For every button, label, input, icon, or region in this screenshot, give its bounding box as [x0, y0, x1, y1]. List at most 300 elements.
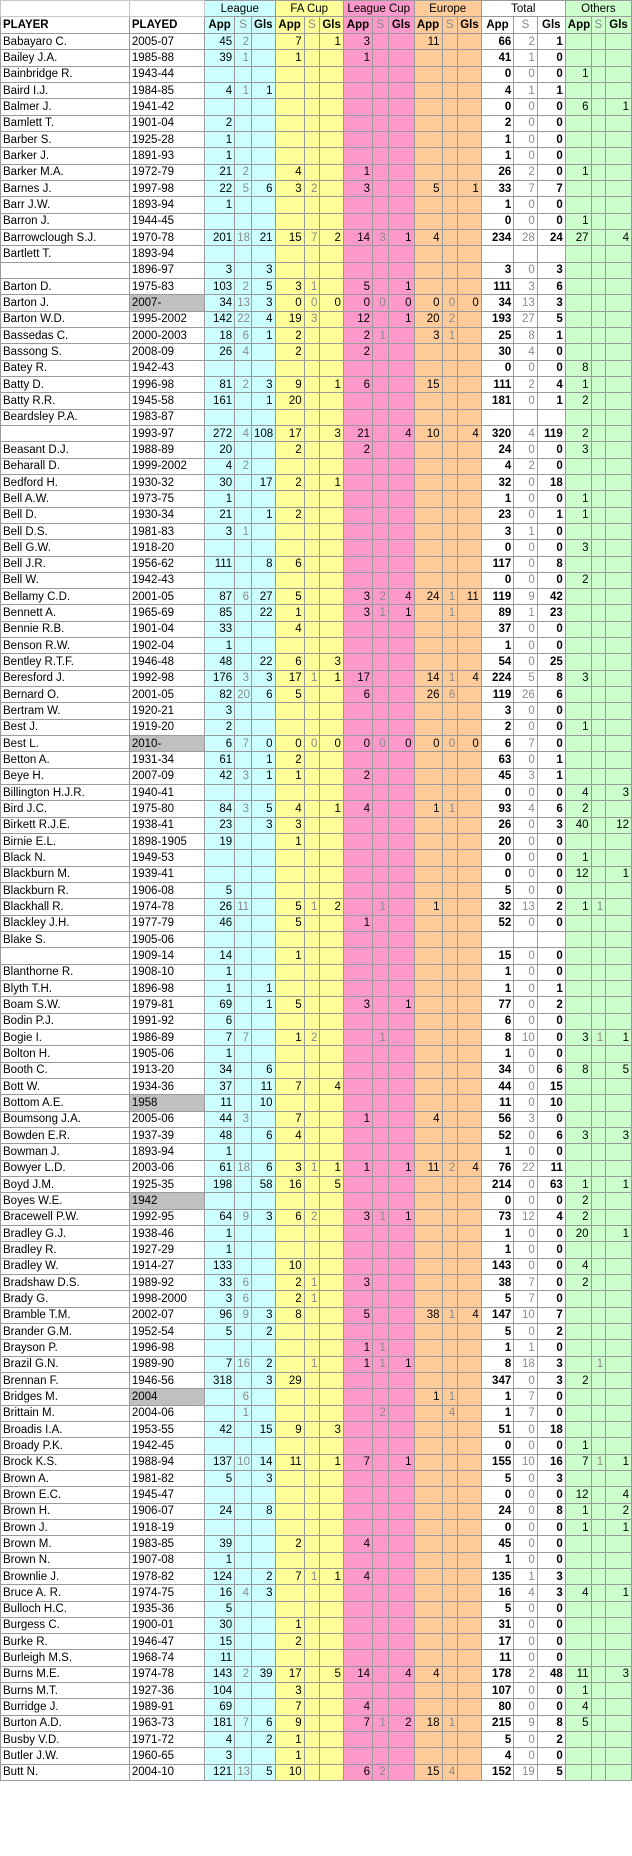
player-name-cell: Bentley R.T.F.: [1, 654, 130, 670]
total-app-cell: [481, 409, 513, 425]
total-gls-cell: 1: [537, 752, 565, 768]
europe-gls-cell: [458, 1030, 482, 1046]
played-years-cell: 1901-04: [129, 621, 204, 637]
fa-cup-app-cell: 2: [275, 1634, 304, 1650]
fa-cup-s-cell: 1: [304, 1160, 320, 1176]
player-name-cell: Bell A.W.: [1, 491, 130, 507]
league-gls-cell: 5: [252, 1764, 276, 1780]
league-gls-cell: [252, 1699, 276, 1715]
total-s-cell: 3: [514, 1111, 538, 1127]
others-gls-cell: 3: [606, 785, 632, 801]
league-gls-cell: [252, 491, 276, 507]
total-gls-cell: 0: [537, 785, 565, 801]
total-app-cell: 5: [481, 1601, 513, 1617]
europe-app-cell: [414, 605, 442, 621]
league-cup-gls-cell: 4: [388, 1666, 414, 1682]
others-s-cell: [591, 507, 606, 523]
others-s-cell: [591, 1176, 606, 1192]
europe-s-cell: [442, 540, 458, 556]
europe-s-cell: 1: [442, 605, 458, 621]
player-name-cell: Bamlett T.: [1, 115, 130, 131]
league-cup-app-cell: [343, 1291, 372, 1307]
europe-app-cell: [414, 99, 442, 115]
others-gls-cell: [606, 213, 632, 229]
others-s-cell: [591, 572, 606, 588]
fa-cup-s-header: S: [304, 17, 320, 34]
others-s-cell: [591, 131, 606, 147]
total-s-cell: 0: [514, 1421, 538, 1437]
league-s-cell: [235, 1242, 252, 1258]
others-s-cell: [591, 1601, 606, 1617]
played-years-cell: 2000-2003: [129, 327, 204, 343]
league-gls-cell: 11: [252, 1079, 276, 1095]
league-cup-s-cell: [373, 82, 389, 98]
total-s-cell: 27: [514, 311, 538, 327]
league-cup-app-cell: [343, 1176, 372, 1192]
others-app-cell: 2: [565, 425, 591, 441]
league-cup-gls-cell: [388, 1046, 414, 1062]
table-row: [1, 719, 632, 735]
league-cup-s-cell: [373, 1274, 389, 1290]
total-gls-cell: 0: [537, 883, 565, 899]
others-gls-cell: [606, 148, 632, 164]
fa-cup-s-cell: [304, 1405, 320, 1421]
league-s-cell: [235, 148, 252, 164]
europe-app-cell: 18: [414, 1715, 442, 1731]
total-app-cell: 1: [481, 1242, 513, 1258]
fa-cup-gls-cell: [320, 50, 344, 66]
others-app-cell: [565, 50, 591, 66]
europe-app-cell: [414, 1356, 442, 1372]
others-gls-cell: [606, 1536, 632, 1552]
table-row: [1, 572, 632, 588]
others-gls-cell: [606, 948, 632, 964]
league-app-cell: [204, 785, 234, 801]
europe-gls-cell: [458, 1405, 482, 1421]
total-app-cell: 6: [481, 1013, 513, 1029]
others-s-cell: [591, 1046, 606, 1062]
table-row: [1, 1030, 632, 1046]
fa-cup-s-cell: [304, 1127, 320, 1143]
table-row: [1, 785, 632, 801]
others-gls-cell: [606, 474, 632, 490]
total-s-cell: 0: [514, 997, 538, 1013]
total-gls-cell: 0: [537, 523, 565, 539]
table-row: [1, 932, 632, 948]
europe-gls-cell: [458, 1111, 482, 1127]
fa-cup-s-cell: 1: [304, 670, 320, 686]
europe-app-cell: [414, 997, 442, 1013]
league-gls-cell: 3: [252, 817, 276, 833]
total-gls-cell: 0: [537, 1030, 565, 1046]
total-app-cell: 3: [481, 523, 513, 539]
league-cup-app-cell: [343, 556, 372, 572]
league-gls-cell: 58: [252, 1176, 276, 1192]
league-gls-cell: [252, 638, 276, 654]
others-s-cell: [591, 1405, 606, 1421]
league-app-cell: 96: [204, 1307, 234, 1323]
league-cup-s-cell: [373, 638, 389, 654]
league-cup-app-cell: [343, 621, 372, 637]
player-name-cell: Beasant D.J.: [1, 442, 130, 458]
total-s-cell: 0: [514, 197, 538, 213]
league-app-cell: 1: [204, 964, 234, 980]
league-s-cell: 7: [235, 736, 252, 752]
played-years-cell: 1946-48: [129, 654, 204, 670]
league-s-cell: 18: [235, 229, 252, 245]
total-gls-cell: 0: [537, 344, 565, 360]
league-s-cell: [235, 1438, 252, 1454]
player-name-cell: Burns M.E.: [1, 1666, 130, 1682]
total-s-cell: 0: [514, 752, 538, 768]
europe-gls-cell: [458, 687, 482, 703]
league-cup-s-cell: [373, 1095, 389, 1111]
others-s-cell: 1: [591, 1454, 606, 1470]
total-s-cell: 0: [514, 638, 538, 654]
others-gls-cell: [606, 507, 632, 523]
league-app-cell: 111: [204, 556, 234, 572]
total-s-cell: 7: [514, 1405, 538, 1421]
others-gls-cell: 3: [606, 1127, 632, 1143]
fa-cup-gls-cell: [320, 311, 344, 327]
europe-s-cell: [442, 1536, 458, 1552]
europe-app-cell: [414, 850, 442, 866]
total-gls-cell: 0: [537, 197, 565, 213]
played-years-cell: 1974-75: [129, 1585, 204, 1601]
league-s-cell: 6: [235, 327, 252, 343]
others-gls-cell: [606, 1242, 632, 1258]
europe-s-cell: [442, 834, 458, 850]
others-s-cell: [591, 589, 606, 605]
league-cup-app-cell: 4: [343, 1568, 372, 1584]
europe-app-cell: 4: [414, 1111, 442, 1127]
league-app-cell: [204, 99, 234, 115]
league-app-cell: 11: [204, 1095, 234, 1111]
league-app-cell: 7: [204, 1356, 234, 1372]
fa-cup-app-cell: 2: [275, 474, 304, 490]
europe-app-cell: [414, 1144, 442, 1160]
league-cup-app-cell: 4: [343, 801, 372, 817]
europe-gls-cell: [458, 1601, 482, 1617]
player-name-cell: Bertram W.: [1, 703, 130, 719]
total-app-cell: 2: [481, 719, 513, 735]
fa-cup-app-cell: [275, 1389, 304, 1405]
total-s-cell: 0: [514, 1013, 538, 1029]
europe-s-cell: 0: [442, 295, 458, 311]
league-s-cell: [235, 360, 252, 376]
total-gls-cell: 1: [537, 981, 565, 997]
others-gls-cell: [606, 801, 632, 817]
others-app-cell: [565, 344, 591, 360]
table-row: [1, 491, 632, 507]
fa-cup-app-cell: 1: [275, 768, 304, 784]
table-row: [1, 1666, 632, 1682]
player-name-cell: Brock K.S.: [1, 1454, 130, 1470]
total-app-cell: [481, 246, 513, 262]
league-cup-gls-cell: 1: [388, 278, 414, 294]
league-cup-gls-cell: [388, 82, 414, 98]
table-row: [1, 213, 632, 229]
fa-cup-s-cell: [304, 1079, 320, 1095]
total-gls-cell: 0: [537, 1144, 565, 1160]
table-row: [1, 99, 632, 115]
europe-app-cell: [414, 1748, 442, 1764]
europe-s-cell: 2: [442, 1160, 458, 1176]
europe-app-cell: [414, 164, 442, 180]
played-years-cell: 1937-39: [129, 1127, 204, 1143]
league-s-cell: 1: [235, 523, 252, 539]
league-cup-gls-cell: [388, 1748, 414, 1764]
fa-cup-gls-cell: [320, 82, 344, 98]
league-gls-cell: 3: [252, 1307, 276, 1323]
europe-gls-cell: [458, 1144, 482, 1160]
others-app-cell: [565, 1160, 591, 1176]
league-cup-app-cell: [343, 115, 372, 131]
played-years-cell: 1978-82: [129, 1568, 204, 1584]
player-name-cell: Bradley W.: [1, 1258, 130, 1274]
fa-cup-app-cell: 1: [275, 1617, 304, 1633]
europe-s-cell: [442, 752, 458, 768]
others-gls-cell: [606, 1421, 632, 1437]
table-row: [1, 442, 632, 458]
player-name-cell: Bennett A.: [1, 605, 130, 621]
league-cup-s-cell: [373, 1470, 389, 1486]
total-s-cell: 8: [514, 327, 538, 343]
fa-cup-gls-cell: [320, 752, 344, 768]
table-row: [1, 703, 632, 719]
player-name-cell: Brown N.: [1, 1552, 130, 1568]
table-row: [1, 1732, 632, 1748]
total-gls-cell: 0: [537, 1389, 565, 1405]
league-app-cell: 1: [204, 148, 234, 164]
table-row: [1, 295, 632, 311]
table-row: [1, 1585, 632, 1601]
total-s-cell: 0: [514, 621, 538, 637]
total-app-cell: 1: [481, 638, 513, 654]
league-s-cell: 3: [235, 768, 252, 784]
others-app-cell: 2: [565, 393, 591, 409]
others-app-cell: 1: [565, 491, 591, 507]
europe-s-cell: [442, 1454, 458, 1470]
total-app-cell: 0: [481, 1438, 513, 1454]
total-s-cell: 9: [514, 1715, 538, 1731]
fa-cup-s-cell: [304, 1372, 320, 1388]
total-s-header: S: [514, 17, 538, 34]
fa-cup-s-cell: [304, 556, 320, 572]
league-cup-gls-cell: [388, 1552, 414, 1568]
total-s-cell: 0: [514, 1242, 538, 1258]
fa-cup-app-cell: [275, 785, 304, 801]
europe-s-cell: [442, 344, 458, 360]
europe-app-cell: 15: [414, 1764, 442, 1780]
total-gls-cell: 0: [537, 1438, 565, 1454]
league-app-cell: 1: [204, 1046, 234, 1062]
league-gls-cell: [252, 409, 276, 425]
total-s-cell: 0: [514, 1046, 538, 1062]
europe-app-cell: [414, 491, 442, 507]
league-s-cell: 22: [235, 311, 252, 327]
league-cup-app-cell: [343, 964, 372, 980]
total-s-cell: 0: [514, 1748, 538, 1764]
others-gls-cell: [606, 1307, 632, 1323]
player-name-cell: Brown M.: [1, 1536, 130, 1552]
fa-cup-s-cell: [304, 801, 320, 817]
league-gls-cell: 3: [252, 376, 276, 392]
europe-s-cell: [442, 1470, 458, 1486]
total-s-cell: 0: [514, 1634, 538, 1650]
played-years-cell: 1981-82: [129, 1470, 204, 1486]
europe-s-cell: [442, 523, 458, 539]
player-name-cell: Booth C.: [1, 1062, 130, 1078]
league-app-cell: 48: [204, 654, 234, 670]
league-cup-gls-cell: [388, 50, 414, 66]
played-years-cell: 1971-72: [129, 1732, 204, 1748]
fa-cup-app-cell: [275, 360, 304, 376]
total-s-cell: 1: [514, 1340, 538, 1356]
table-row: [1, 82, 632, 98]
total-app-cell: 5: [481, 1470, 513, 1486]
others-s-cell: [591, 1209, 606, 1225]
europe-gls-cell: [458, 213, 482, 229]
others-gls-cell: [606, 1405, 632, 1421]
europe-app-cell: [414, 442, 442, 458]
europe-s-cell: 1: [442, 801, 458, 817]
league-s-cell: [235, 1536, 252, 1552]
europe-gls-cell: [458, 866, 482, 882]
league-cup-s-cell: [373, 768, 389, 784]
fa-cup-gls-cell: [320, 409, 344, 425]
others-gls-cell: [606, 1748, 632, 1764]
total-s-cell: 7: [514, 180, 538, 196]
league-cup-app-cell: [343, 1585, 372, 1601]
others-gls-cell: [606, 1356, 632, 1372]
europe-s-header: S: [442, 17, 458, 34]
fa-cup-app-cell: [275, 213, 304, 229]
others-gls-cell: [606, 262, 632, 278]
others-gls-cell: 3: [606, 1666, 632, 1682]
europe-gls-cell: [458, 1470, 482, 1486]
total-s-cell: 0: [514, 115, 538, 131]
table-row: [1, 1519, 632, 1535]
league-gls-cell: [252, 66, 276, 82]
league-cup-gls-cell: [388, 801, 414, 817]
league-app-cell: 20: [204, 442, 234, 458]
league-s-cell: [235, 997, 252, 1013]
league-cup-gls-cell: [388, 360, 414, 376]
played-years-cell: 1998-2000: [129, 1291, 204, 1307]
table-row: [1, 1323, 632, 1339]
total-app-cell: 51: [481, 1421, 513, 1437]
league-cup-app-header: App: [343, 17, 372, 34]
player-name-cell: Blyth T.H.: [1, 981, 130, 997]
league-gls-cell: [252, 1519, 276, 1535]
europe-app-cell: [414, 1470, 442, 1486]
europe-gls-cell: [458, 164, 482, 180]
fa-cup-app-cell: [275, 1046, 304, 1062]
europe-s-cell: [442, 115, 458, 131]
total-app-cell: 0: [481, 1519, 513, 1535]
others-app-cell: [565, 605, 591, 621]
league-cup-s-cell: [373, 99, 389, 115]
fa-cup-s-cell: [304, 1552, 320, 1568]
fa-cup-s-cell: [304, 1389, 320, 1405]
player-name-cell: Bramble T.M.: [1, 1307, 130, 1323]
league-cup-app-cell: [343, 638, 372, 654]
others-gls-cell: [606, 752, 632, 768]
player-name-cell: Balmer J.: [1, 99, 130, 115]
others-gls-cell: [606, 376, 632, 392]
europe-s-cell: [442, 1225, 458, 1241]
fa-cup-gls-cell: [320, 621, 344, 637]
europe-gls-cell: [458, 1536, 482, 1552]
player-name-cell: Best J.: [1, 719, 130, 735]
played-years-cell: 1979-81: [129, 997, 204, 1013]
europe-app-cell: [414, 66, 442, 82]
league-gls-cell: [252, 1193, 276, 1209]
total-gls-cell: 0: [537, 834, 565, 850]
others-gls-cell: 1: [606, 1225, 632, 1241]
europe-gls-cell: [458, 1683, 482, 1699]
europe-s-cell: [442, 1144, 458, 1160]
fa-cup-gls-cell: [320, 1356, 344, 1372]
europe-gls-cell: [458, 638, 482, 654]
league-app-cell: 121: [204, 1764, 234, 1780]
league-cup-s-cell: 2: [373, 589, 389, 605]
fa-cup-gls-cell: 1: [320, 801, 344, 817]
played-years-cell: 1988-94: [129, 1454, 204, 1470]
league-gls-cell: 3: [252, 670, 276, 686]
europe-s-cell: [442, 1372, 458, 1388]
table-row: [1, 1699, 632, 1715]
player-name-cell: Bernard O.: [1, 687, 130, 703]
europe-app-cell: [414, 1242, 442, 1258]
total-gls-cell: 0: [537, 915, 565, 931]
league-gls-cell: [252, 1144, 276, 1160]
league-s-cell: [235, 1193, 252, 1209]
europe-s-cell: 2: [442, 311, 458, 327]
others-gls-cell: [606, 719, 632, 735]
fa-cup-s-cell: [304, 131, 320, 147]
europe-gls-cell: [458, 376, 482, 392]
fa-cup-s-cell: [304, 1225, 320, 1241]
europe-s-cell: [442, 99, 458, 115]
others-gls-cell: [606, 621, 632, 637]
others-s-cell: [591, 1111, 606, 1127]
others-app-cell: [565, 1144, 591, 1160]
league-cup-app-cell: [343, 458, 372, 474]
league-gls-cell: 10: [252, 1095, 276, 1111]
others-app-cell: [565, 687, 591, 703]
fa-cup-s-cell: [304, 1585, 320, 1601]
others-gls-cell: [606, 915, 632, 931]
league-cup-s-cell: [373, 556, 389, 572]
others-s-cell: [591, 1062, 606, 1078]
fa-cup-s-cell: [304, 491, 320, 507]
league-cup-app-cell: [343, 491, 372, 507]
others-s-cell: [591, 229, 606, 245]
europe-s-cell: [442, 278, 458, 294]
fa-cup-app-cell: [275, 1013, 304, 1029]
played-years-cell: 1906-08: [129, 883, 204, 899]
total-app-cell: 80: [481, 1699, 513, 1715]
total-app-cell: 56: [481, 1111, 513, 1127]
others-gls-cell: [606, 295, 632, 311]
others-gls-cell: [606, 981, 632, 997]
europe-s-cell: [442, 915, 458, 931]
fa-cup-s-cell: [304, 246, 320, 262]
europe-s-cell: [442, 360, 458, 376]
played-years-cell: 1984-85: [129, 82, 204, 98]
